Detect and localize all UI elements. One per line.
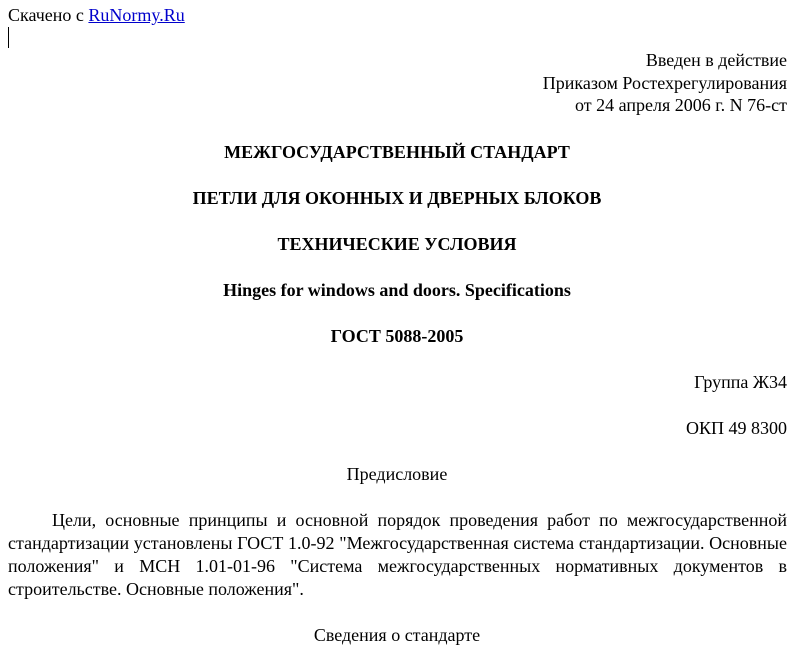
standard-type-heading: МЕЖГОСУДАРСТВЕННЫЙ СТАНДАРТ (224, 142, 570, 162)
source-prefix: Скачено с (8, 5, 89, 25)
source-note (8, 4, 185, 26)
preface-heading: Предисловие (346, 464, 448, 484)
standard-info-heading: Сведения о стандарте (313, 625, 481, 645)
okp-code: ОКП 49 8300 (685, 418, 787, 438)
preface-paragraph: Цели, основные принципы и основной порядок проведения работ по межгосударственной стандартизации установлены ГОСТ 1.0-92 "Межгосударственная система стандартизации. Основные положения" и МСН 1.01-01-96 "Система межгосударственных нормативных документов в строительстве. Основные положения". (8, 510, 787, 599)
standard-name-heading: ПЕТЛИ ДЛЯ ОКОННЫХ И ДВЕРНЫХ БЛОКОВ (192, 188, 602, 208)
standard-subtitle-heading: ТЕХНИЧЕСКИЕ УСЛОВИЯ (277, 234, 517, 254)
enacted-line-1: Введен в действие (645, 50, 787, 70)
enacted-line-2: Приказом Ростехрегулирования (542, 73, 787, 93)
enacted-line-3: от 24 апреля 2006 г. N 76-ст (575, 95, 787, 115)
gost-code-heading: ГОСТ 5088-2005 (330, 326, 464, 346)
source-link[interactable]: RuNormy.Ru (88, 5, 185, 25)
text-cursor (8, 27, 9, 48)
group-code: Группа Ж34 (694, 372, 787, 392)
english-title-heading: Hinges for windows and doors. Specifications (223, 280, 571, 300)
